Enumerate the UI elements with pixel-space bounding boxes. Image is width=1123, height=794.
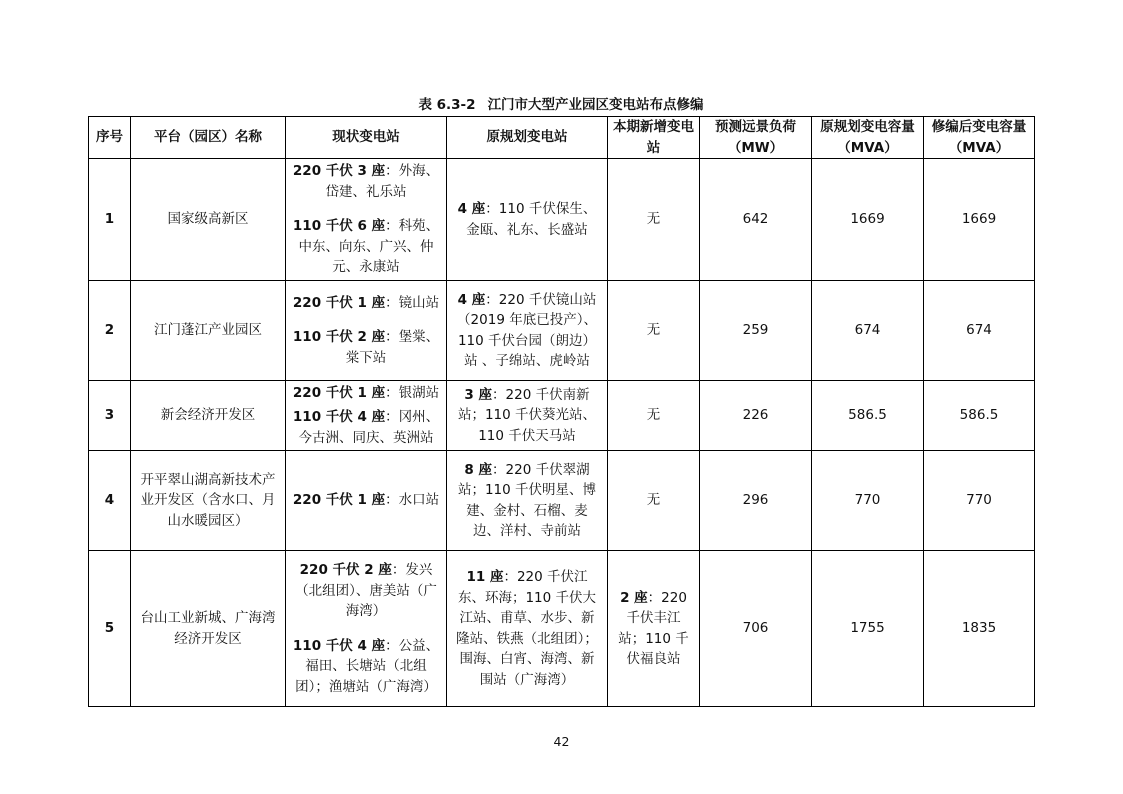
list-item: 2 座：220 千伏丰江站；110 千伏福良站 xyxy=(618,589,689,667)
header-cell: 平台（园区）名称 xyxy=(131,117,286,159)
list-item: 无 xyxy=(646,492,661,509)
table-row xyxy=(89,451,1035,551)
list-item: 110 千伏 6 座：科苑、中东、向东、广兴、仲元、永康站 xyxy=(292,218,440,276)
list-item: 220 千伏 2 座：发兴（北组团）、唐美站（广海湾） xyxy=(295,562,437,619)
new-substations xyxy=(608,551,700,707)
header-cell: 修编后变电容量（MVA） xyxy=(924,117,1035,159)
list-item: 无 xyxy=(646,322,661,339)
row-index: 2 xyxy=(89,281,131,381)
planned-substations xyxy=(447,551,608,707)
list-item: 110 千伏 2 座：堡棠、棠下站 xyxy=(292,329,440,366)
existing-substations xyxy=(286,551,447,707)
substation-table xyxy=(88,116,1035,707)
forecast-load: 259 xyxy=(700,281,812,381)
forecast-load: 706 xyxy=(700,551,812,707)
row-index: 3 xyxy=(89,381,131,451)
header-cell: 原规划变电站 xyxy=(447,117,608,159)
park-name: 开平翠山湖高新技术产业开发区（含水口、月山水暖园区） xyxy=(131,451,286,551)
planned-substations xyxy=(447,159,608,281)
header-cell: 序号 xyxy=(89,117,131,159)
header-row xyxy=(89,117,1035,159)
list-item: 无 xyxy=(646,407,661,424)
list-item: 220 千伏 3 座：外海、岱建、礼乐站 xyxy=(292,163,440,200)
planned-substations xyxy=(447,281,608,381)
list-item: 4 座：110 千伏保生、金瓯、礼东、长盛站 xyxy=(457,201,597,238)
row-index: 4 xyxy=(89,451,131,551)
table-row xyxy=(89,381,1035,451)
original-capacity: 770 xyxy=(812,451,924,551)
new-substations xyxy=(608,281,700,381)
original-capacity: 586.5 xyxy=(812,381,924,451)
revised-capacity: 586.5 xyxy=(924,381,1035,451)
list-item: 220 千伏 1 座：镜山站 xyxy=(292,294,440,311)
table-caption xyxy=(88,96,1034,114)
forecast-load: 642 xyxy=(700,159,812,281)
list-item: 220 千伏 1 座：银湖站 xyxy=(292,384,440,401)
existing-substations xyxy=(286,451,447,551)
table-row xyxy=(89,551,1035,707)
original-capacity: 1755 xyxy=(812,551,924,707)
new-substations xyxy=(608,159,700,281)
header-cell: 现状变电站 xyxy=(286,117,447,159)
header-cell: 原规划变电容量（MVA） xyxy=(812,117,924,159)
forecast-load: 226 xyxy=(700,381,812,451)
list-item: 8 座：220 千伏翠湖站；110 千伏明星、博建、金村、石榴、麦边、洋村、寺前站 xyxy=(457,461,597,539)
revised-capacity: 770 xyxy=(924,451,1035,551)
table-title: 江门市大型产业园区变电站布点修编 xyxy=(487,97,704,113)
existing-substations xyxy=(286,159,447,281)
header-cell: 本期新增变电站 xyxy=(608,117,700,159)
park-name: 新会经济开发区 xyxy=(131,381,286,451)
row-index: 1 xyxy=(89,159,131,281)
list-item: 无 xyxy=(646,211,661,228)
park-name: 国家级高新区 xyxy=(131,159,286,281)
list-item: 110 千伏 4 座：冈州、今古洲、同庆、英洲站 xyxy=(292,409,440,446)
original-capacity: 1669 xyxy=(812,159,924,281)
existing-substations xyxy=(286,381,447,451)
table-number: 表 6.3-2 xyxy=(418,97,476,113)
revised-capacity: 1669 xyxy=(924,159,1035,281)
list-item: 4 座：220 千伏镜山站（2019 年底已投产）、110 千伏台园（朗边）站 、子绵站、虎岭站 xyxy=(457,291,597,369)
planned-substations xyxy=(447,451,608,551)
list-item: 3 座：220 千伏南新站；110 千伏葵光站、110 千伏天马站 xyxy=(457,386,597,444)
table-row xyxy=(89,281,1035,381)
table-row xyxy=(89,159,1035,281)
new-substations xyxy=(608,451,700,551)
page-number: 42 xyxy=(553,734,570,749)
revised-capacity: 674 xyxy=(924,281,1035,381)
header-cell: 预测远景负荷（MW） xyxy=(700,117,812,159)
revised-capacity: 1835 xyxy=(924,551,1035,707)
park-name: 台山工业新城、广海湾经济开发区 xyxy=(131,551,286,707)
list-item: 11 座：220 千伏江东、环海；110 千伏大江站、甫草、水步、新隆站、铁燕（北组团）；围海、白宵、海湾、新围站（广海湾） xyxy=(456,569,598,688)
planned-substations xyxy=(447,381,608,451)
list-item: 220 千伏 1 座：水口站 xyxy=(292,492,440,509)
row-index: 5 xyxy=(89,551,131,707)
list-item: 110 千伏 4 座：公益、福田、长塘站（北组团）；渔塘站（广海湾） xyxy=(292,637,440,695)
existing-substations xyxy=(286,281,447,381)
original-capacity: 674 xyxy=(812,281,924,381)
new-substations xyxy=(608,381,700,451)
park-name: 江门蓬江产业园区 xyxy=(131,281,286,381)
forecast-load: 296 xyxy=(700,451,812,551)
